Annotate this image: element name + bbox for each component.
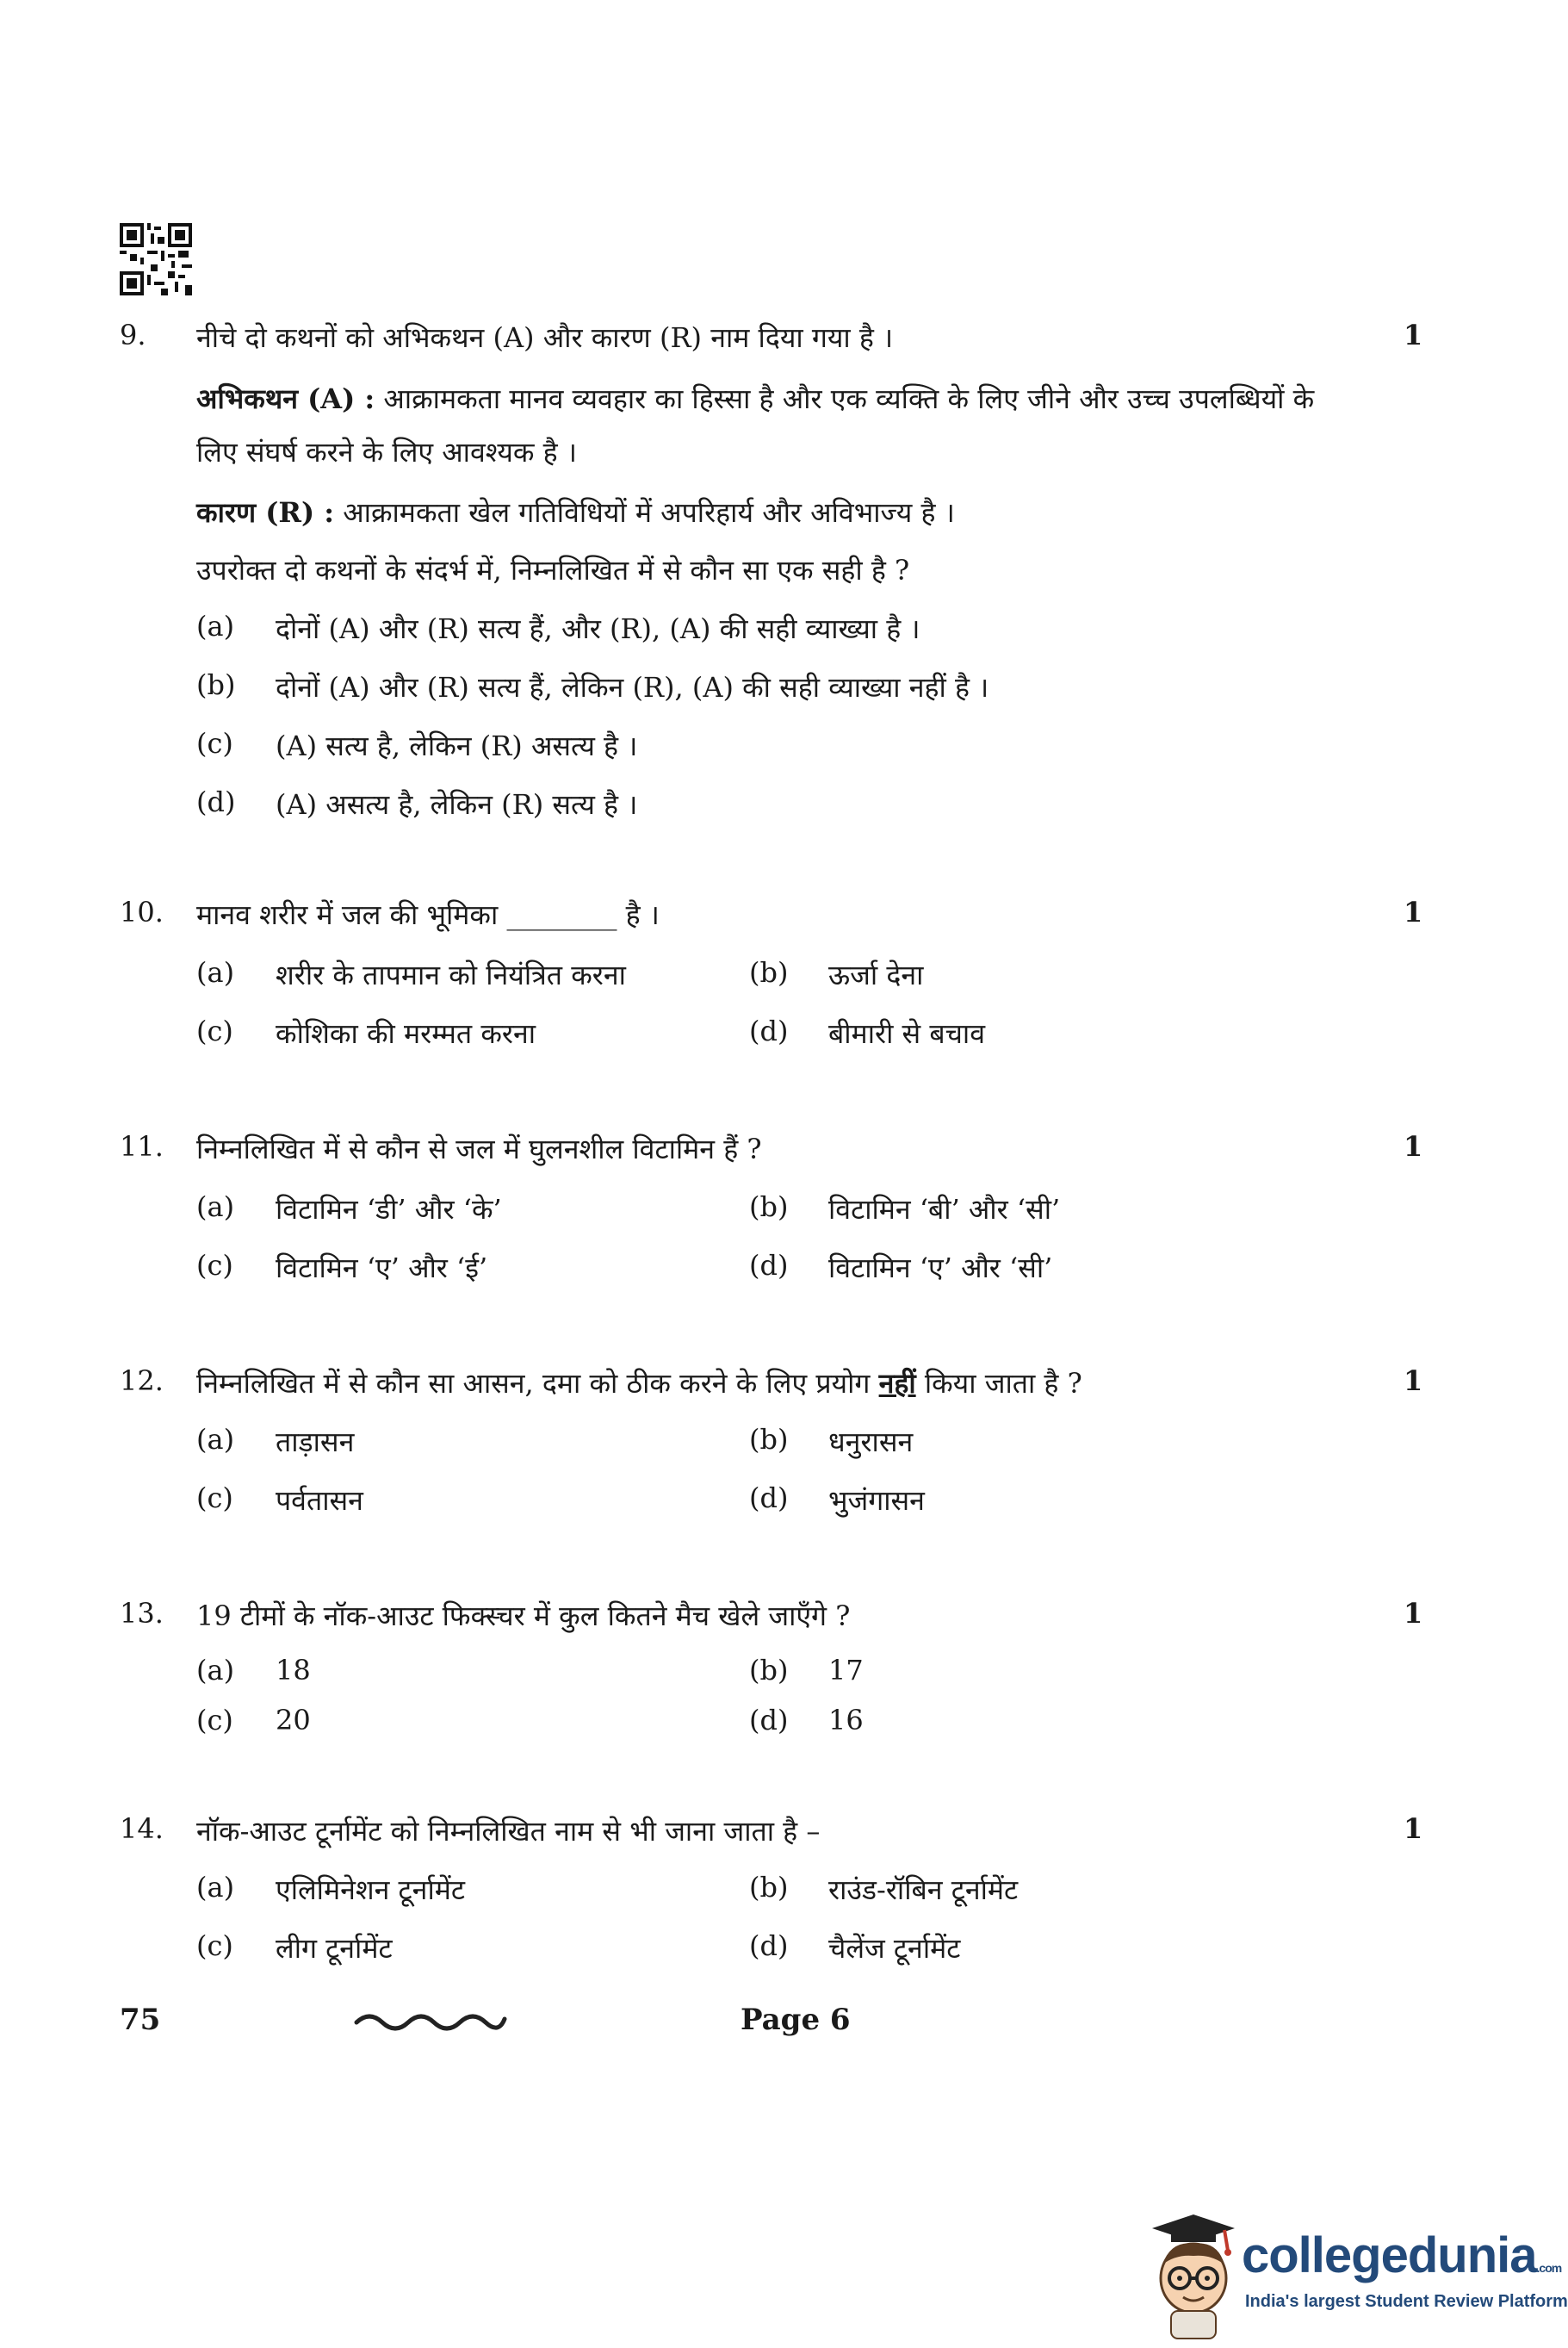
stem-before: निम्नलिखित में से कौन सा आसन, दमा को ठीक करने के लिए प्रयोग [196,1367,871,1400]
option-text: ताड़ासन [276,1426,355,1458]
question-number: 11. [120,1130,164,1163]
question-stem: निम्नलिखित में से कौन से जल में घुलनशील विटामिन हैं ? [196,1133,762,1165]
option-label: (a) [196,1654,235,1686]
question-stem [196,1364,1082,1401]
option-text: कोशिका की मरम्मत करना [276,1017,536,1050]
option-text: 17 [828,1654,864,1686]
qr-code-icon [120,223,192,295]
stem-after: किया जाता है ? [924,1367,1082,1400]
option-text: शरीर के तापमान को नियंत्रित करना [276,959,626,991]
option-text: (A) असत्य है, लेकिन (R) सत्य है । [276,788,638,821]
option-text: विटामिन ‘बी’ और ‘सी’ [828,1193,1061,1226]
question-stem: नॉक-आउट टूर्नामेंट को निम्नलिखित नाम से भी जाना जाता है – [196,1815,821,1848]
question-marks: 1 [1404,1597,1423,1630]
question-stem: 19 टीमों के नॉक-आउट फिक्स्चर में कुल कितने मैच खेले जाएँगे ? [196,1599,851,1632]
question-stem: मानव शरीर में जल की भूमिका ________ है । [196,898,660,931]
option-label: (c) [196,1015,233,1047]
option-label: (c) [196,1929,233,1962]
wave-divider-icon [353,2007,508,2038]
assertion [196,372,1350,479]
option-label: (b) [749,1871,789,1904]
option-label: (c) [196,1481,233,1514]
question-marks: 1 [1404,1364,1423,1397]
brand-suffix: .com [1536,2261,1562,2275]
collegedunia-logo [1145,2209,1568,2339]
option-label: (c) [196,727,233,760]
option-text: विटामिन ‘डी’ और ‘के’ [276,1193,502,1226]
option-label: (a) [196,1871,235,1904]
option-label: (b) [196,668,236,701]
option-label: (d) [749,1015,789,1047]
option-text: राउंड-रॉबिन टूर्नामेंट [828,1873,1019,1906]
question-marks: 1 [1404,1812,1423,1845]
option-label: (b) [749,1423,789,1456]
assertion-label: अभिकथन (A) : [196,382,375,415]
option-text: पर्वतासन [276,1484,363,1517]
question-marks: 1 [1404,319,1423,351]
option-label: (a) [196,610,235,643]
brand-name: collegedunia [1242,2227,1537,2283]
option-label: (a) [196,1423,235,1456]
option-text: 20 [276,1704,311,1736]
option-text: विटामिन ‘ए’ और ‘ई’ [276,1252,488,1284]
question-marks: 1 [1404,896,1423,929]
option-text: 18 [276,1654,311,1686]
option-label: (a) [196,956,235,989]
question-number: 14. [120,1812,164,1845]
option-text: दोनों (A) और (R) सत्य हैं, और (R), (A) की सही व्याख्या है । [276,612,920,645]
option-text: भुजंगासन [828,1484,925,1517]
option-text: चैलेंज टूर्नामेंट [828,1932,961,1965]
reason-text: आक्रामकता खेल गतिविधियों में अपरिहार्य और अविभाज्य है । [343,496,955,529]
option-label: (b) [749,1654,789,1686]
option-label: (d) [749,1481,789,1514]
question-prompt: उपरोक्त दो कथनों के संदर्भ में, निम्नलिखित में से कौन सा एक सही है ? [196,554,910,587]
option-text: एलिमिनेशन टूर्नामेंट [276,1873,465,1906]
question-number: 12. [120,1364,164,1397]
option-text: लीग टूर्नामेंट [276,1932,393,1965]
option-label: (b) [749,1190,789,1223]
option-text: धनुरासन [828,1426,914,1458]
question-number: 13. [120,1597,164,1630]
option-text: विटामिन ‘ए’ और ‘सी’ [828,1252,1053,1284]
stem-emphasis: नहीं [878,1367,916,1400]
brand-tagline: India's largest Student Review Platform [1245,2292,1568,2311]
question-stem: नीचे दो कथनों को अभिकथन (A) और कारण (R) नाम दिया गया है । [196,321,894,354]
assertion-text: आक्रामकता मानव व्यवहार का हिस्सा है और एक व्यक्ति के लिए जीने और उच्च उपलब्धियों के लिए संघर्ष करने के लिए आवश्यक है । [196,382,1315,469]
option-text: बीमारी से बचाव [828,1017,986,1050]
option-text: 16 [828,1704,864,1736]
question-number: 10. [120,896,164,929]
question-number: 9. [120,319,146,351]
reason [196,486,1350,539]
option-label: (d) [749,1249,789,1282]
mascot-icon [1145,2209,1242,2339]
option-label: (d) [749,1704,789,1736]
option-label: (d) [749,1929,789,1962]
option-label: (c) [196,1249,233,1282]
option-label: (b) [749,956,789,989]
page-number: Page 6 [741,2003,851,2037]
option-label: (d) [196,786,236,818]
option-text: दोनों (A) और (R) सत्य हैं, लेकिन (R), (A) की सही व्याख्या नहीं है । [276,671,989,704]
option-label: (a) [196,1190,235,1223]
option-text: (A) सत्य है, लेकिन (R) असत्य है । [276,730,638,762]
option-label: (c) [196,1704,233,1736]
reason-label: कारण (R) : [196,496,335,529]
paper-code: 75 [120,2003,161,2037]
option-text: ऊर्जा देना [828,959,924,991]
question-marks: 1 [1404,1130,1423,1163]
